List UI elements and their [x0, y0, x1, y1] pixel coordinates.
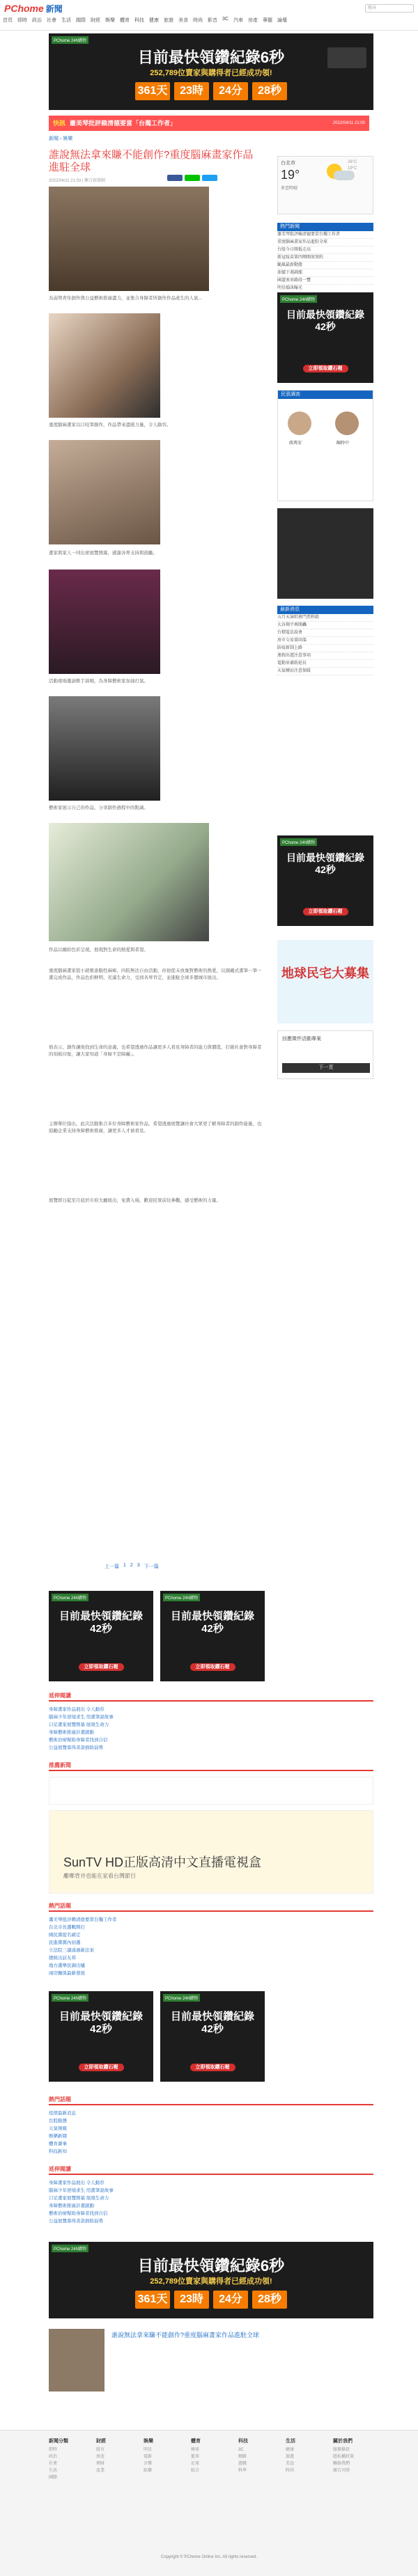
nav-item[interactable]: 財經	[91, 18, 100, 23]
article-photo-2	[49, 313, 160, 418]
ad-title: 目前最快領鑽紀錄42秒	[170, 1610, 254, 1635]
countdown-box: 24分	[213, 82, 248, 100]
sidebar-latest-item[interactable]: 台積電法說會	[277, 629, 373, 637]
sidebar-ad-3[interactable]	[277, 835, 373, 926]
related-list	[49, 1706, 373, 1752]
nav-item[interactable]: 娛樂	[105, 18, 115, 23]
footer-column-title: 關於我們	[333, 2439, 353, 2444]
recommend-title: 推薦新聞	[49, 1761, 373, 1771]
sidebar-hot-item[interactable]: 颱風最新動態	[277, 262, 373, 269]
article-paragraph-4: 展覽即日起至月底於市府大廳展出，免費入場，歡迎民眾前往參觀，感受藝術的力量。	[49, 1198, 221, 1203]
line-icon[interactable]	[185, 175, 200, 181]
ad-tag: PChome 24h購物	[280, 295, 317, 303]
ad-title: 目前最快領鑽紀錄42秒	[59, 2011, 143, 2035]
weather-range: 26°C 19°C	[348, 160, 357, 171]
article-pager	[104, 1563, 159, 1570]
article-photo-4	[49, 570, 160, 674]
ad-title: 目前最快領鑽紀錄6秒	[137, 49, 285, 66]
ad-cta-label: 立即領取鑽石喔	[79, 2064, 124, 2071]
poll-widget[interactable]	[277, 390, 373, 501]
breaking-ticker[interactable]	[49, 116, 279, 131]
pager-link[interactable]: 下一篇	[144, 1564, 159, 1569]
more-list	[49, 1916, 373, 1977]
nav-item[interactable]: 即時	[17, 18, 27, 23]
site-footer	[0, 2430, 418, 2576]
ad-cta[interactable]	[160, 1663, 265, 1670]
search-input[interactable]: 搜尋	[365, 4, 414, 13]
ad-tag: PChome 24h購物	[52, 1994, 88, 2002]
more-item[interactable]: 總統出訪友邦	[49, 1956, 76, 1961]
nav-item[interactable]: 汽車	[233, 18, 243, 23]
countdown-box: 28秒	[252, 82, 287, 100]
pager-link[interactable]: 上一篇	[104, 1564, 119, 1569]
ad-cta[interactable]	[277, 908, 373, 915]
nav-item[interactable]: 首頁	[3, 18, 13, 23]
ad-tag: PChome 24h購物	[163, 1994, 200, 2002]
video-ad-sub: 離鄉背井也能在家看台灣節目	[63, 1873, 136, 1879]
nav-item[interactable]: 論壇	[277, 18, 287, 23]
sidebar-hot-item[interactable]: 國道塞車路段一覽	[277, 277, 373, 285]
footer-link[interactable]: 科學	[238, 2469, 247, 2473]
footer-link[interactable]: 棒球	[191, 2448, 200, 2452]
footer-link[interactable]: 遊戲	[238, 2462, 247, 2466]
footer-link[interactable]: 聯絡我們	[333, 2462, 350, 2466]
poll-name: 蔣萬安	[289, 441, 302, 446]
article-photo-1	[49, 187, 209, 291]
countdown-box: 23時	[174, 82, 209, 100]
photo-caption-5: 藝術家展示自己的作品，分享創作過程中的點滴。	[49, 806, 148, 810]
sidebar-latest-item[interactable]: 五月天演唱會門票秒殺	[277, 614, 373, 622]
related-item[interactable]: 口足畫家展覽開幕 展現生命力	[49, 2196, 109, 2201]
sidebar-hot-item[interactable]: 台股今日開低走高	[277, 246, 373, 254]
breadcrumb-section[interactable]: 娛樂	[63, 136, 73, 141]
footer-link[interactable]: 產業	[96, 2469, 105, 2473]
footer-column-title: 科技	[238, 2439, 248, 2444]
topics-title: 熱門話題	[49, 2096, 373, 2105]
sidebar-latest	[277, 606, 373, 675]
footer-link[interactable]: 籃球	[191, 2455, 200, 2459]
nav-item[interactable]: 房產	[247, 18, 258, 23]
sidebar-ad-1[interactable]	[277, 292, 373, 383]
footer-link[interactable]: 電影	[144, 2455, 153, 2459]
feature-thumb[interactable]	[49, 2329, 104, 2392]
topic-item[interactable]: 疫情最新消息	[49, 2111, 76, 2116]
promo-sub: 回應徵件活動專案	[282, 1037, 321, 1042]
topics-list	[49, 2110, 373, 2155]
footer-column-title: 體育	[191, 2439, 201, 2444]
more-item[interactable]: 蕭美琴批評賴清德要當台獨工作者	[49, 1917, 117, 1922]
poll-name: 陳時中	[336, 441, 350, 446]
ad-cta-label: 立即領取鑽石喔	[190, 2064, 235, 2071]
facebook-icon[interactable]	[167, 175, 183, 181]
ad-title: 目前最快領鑽紀錄42秒	[286, 309, 364, 332]
nav-item[interactable]: 美食	[178, 18, 188, 23]
bottom-ad-2[interactable]	[160, 1591, 265, 1681]
sidebar-latest-list	[277, 614, 373, 675]
nav-item[interactable]: 3C	[222, 17, 229, 22]
article-paragraph-1: 重度腦麻畫家從小就罹患腦性麻痺，四肢無法自由活動，但他從未放棄對藝術的熱愛，以頭戴式畫筆一筆一畫完成作品，作品色彩鮮明、充滿生命力，受到各界肯定，並進駐全球多個城市展出。	[49, 968, 262, 980]
related-title: 延伸閱讀	[49, 1692, 373, 1702]
photo-caption-1: 為弱勢青年創作與公益藝術推廣盡力，並集合身障者所創作作品產生的人氣...	[49, 296, 202, 301]
ad-cta[interactable]	[49, 1663, 153, 1670]
ad-title: 目前最快領鑽紀錄6秒	[137, 2257, 285, 2275]
related-item[interactable]: 口足畫家展覽開幕 展現生命力	[49, 1722, 109, 1727]
video-ad-title: SunTV HD正版高清中文直播電視盒	[63, 1855, 262, 1869]
ad-cta-label: 立即領取鑽石喔	[303, 908, 348, 916]
article-paragraph-3: 主辦單位指出，此次活動集合多位身障藝術家作品，希望透過展覽讓社會大眾更了解身障者的創作能量，也鼓勵企業支持身障藝術推廣，讓更多人才被看見。	[49, 1122, 262, 1133]
more-item[interactable]: 地方選舉民調出爐	[49, 1963, 85, 1968]
ad-tag: PChome 24h購物	[280, 838, 317, 846]
related-item[interactable]: 身障畫家作品展出 令人動容	[49, 1707, 104, 1712]
weather-desc: 多雲時晴	[281, 187, 298, 191]
ad-tag: PChome 24h購物	[52, 36, 88, 44]
article-paragraph-2: 他表示，創作讓他找到生命的意義，也希望透過作品讓更多人看見身障者的能力與價值，打破社會對身障者的刻板印象，讓大家知道「身障不是障礙」。	[49, 1045, 262, 1057]
promo-form	[277, 1030, 373, 1079]
footer-link[interactable]: 美食	[286, 2462, 295, 2466]
pager-link[interactable]: 1	[123, 1563, 126, 1568]
poll-title: 民意調查	[278, 391, 373, 399]
twitter-icon[interactable]	[202, 175, 217, 181]
sidebar-hot-title: 熱門新聞	[277, 223, 373, 231]
ad-title: 目前最快領鑽紀錄42秒	[170, 2011, 254, 2035]
top-ad-banner[interactable]	[49, 33, 373, 110]
nav-item[interactable]: 旅遊	[164, 18, 173, 23]
photo-caption-2: 重度腦麻畫家以口咬筆創作，作品帶來溫暖力量，令人動容。	[49, 423, 171, 427]
footer-link[interactable]: 網路	[238, 2455, 247, 2459]
footer-link[interactable]: 理財	[96, 2462, 105, 2466]
ad-cta[interactable]	[277, 365, 373, 372]
ticker-text: 蕭美琴批評賴清德要當「台獨工作者」	[70, 120, 177, 127]
footer-link[interactable]: 明星	[144, 2448, 153, 2452]
nav-item[interactable]: 影音	[208, 18, 217, 23]
photo-caption-3: 畫家與家人一同出席展覽開幕，感謝各界支持與鼓勵。	[49, 551, 157, 556]
top-header	[0, 0, 418, 31]
sidebar-hot-item[interactable]: 新冠疫苗第四劑開放預約	[277, 254, 373, 262]
related-item[interactable]: 公益展覽募得善款捐助弱勢	[49, 2219, 103, 2224]
photo-caption-4: 活動現場邀請歌手演唱，為身障藝術家加油打氣。	[49, 679, 148, 684]
more-item[interactable]: 國民黨提名確定	[49, 1933, 81, 1938]
countdown-box: 361天	[135, 2291, 170, 2309]
promo-next-button[interactable]: 下一頁	[282, 1063, 370, 1073]
sidebar-hot-item[interactable]: 蕭美琴批評賴清德要當台獨工作者	[277, 231, 373, 239]
video-ad[interactable]	[49, 1810, 373, 1894]
footer-link[interactable]: 旅遊	[286, 2455, 295, 2459]
share-buttons	[167, 175, 217, 181]
footer-column-title: 新聞分類	[49, 2439, 68, 2444]
ticker-tag: 快訊	[53, 120, 66, 127]
sidebar-latest-item[interactable]: 大谷翔平再開轟	[277, 622, 373, 629]
sidebar-latest-item[interactable]: 天氣轉涼注意保暖	[277, 668, 373, 675]
sidebar-latest-item[interactable]: 房市交易量回溫	[277, 637, 373, 645]
sidebar-latest-item[interactable]: 電動車補助延長	[277, 660, 373, 668]
breadcrumb-home[interactable]: 新聞	[49, 136, 59, 141]
nav-item[interactable]: 體育	[120, 18, 130, 23]
cloud-icon	[334, 171, 355, 180]
ad-cta-label: 立即領取鑽石喔	[190, 1663, 235, 1671]
more-item[interactable]: 兩岸關係最新發展	[49, 1971, 85, 1976]
weather-temp: 19°	[281, 168, 300, 182]
related-item[interactable]: 身障畫家作品展出 令人動容	[49, 2181, 104, 2185]
countdown-box: 23時	[174, 2291, 209, 2309]
related-item[interactable]: 身障藝術推廣計畫啟動	[49, 1730, 94, 1735]
more-title: 熱門話題	[49, 1902, 373, 1912]
related-item[interactable]: 腦麻少年逆境求生 用畫筆說故事	[49, 1715, 114, 1720]
footer-link[interactable]: 服務條款	[333, 2448, 350, 2452]
avatar	[288, 411, 311, 435]
footer-link[interactable]: 音樂	[144, 2462, 153, 2466]
article-meta: 2022/04/11 21:03 | 聯合新聞網	[49, 179, 106, 183]
topic-item[interactable]: 天氣預報	[49, 2126, 67, 2131]
footer-link[interactable]: 政治	[49, 2455, 58, 2459]
footer-link[interactable]: 綜合	[191, 2469, 200, 2473]
footer-link[interactable]: 健康	[286, 2448, 295, 2452]
article-photo-5	[49, 696, 160, 801]
related-item[interactable]: 藝術治療幫助身障者找到自信	[49, 2211, 108, 2216]
ad-subtitle: 252,789位賣家與購得者已經成功領!	[150, 2277, 272, 2286]
related-item[interactable]: 藝術治療幫助身障者找到自信	[49, 1738, 108, 1743]
footer-column-title: 財經	[96, 2439, 106, 2444]
nav-item[interactable]: 國際	[76, 18, 86, 23]
pager-link[interactable]: 2	[130, 1563, 133, 1568]
photo-caption-6: 作品以繽紛色彩呈現，展現對生命的熱愛與希望。	[49, 948, 148, 952]
footer-link[interactable]: 足球	[191, 2462, 200, 2466]
footer-link[interactable]: 股市	[96, 2448, 105, 2452]
footer-column	[333, 2437, 389, 2474]
promo-title: 地球民宅大募集	[281, 966, 369, 980]
ad-tag: PChome 24h購物	[52, 2245, 88, 2252]
nav-item[interactable]: 時尚	[193, 18, 203, 23]
related-item[interactable]: 身障藝術推廣計畫啟動	[49, 2204, 94, 2208]
ad-cta-label: 立即領取鑽石喔	[303, 365, 348, 372]
logo-text: PChome	[4, 3, 44, 14]
footer-link[interactable]: 國際	[49, 2476, 58, 2480]
ad-tag: PChome 24h購物	[52, 1594, 88, 1601]
ad-cta[interactable]	[160, 2064, 265, 2071]
sidebar-latest-item[interactable]: 防疫新制上路	[277, 645, 373, 652]
related-title-2: 延伸閱讀	[49, 2165, 373, 2175]
pager-link[interactable]: 3	[137, 1563, 140, 1568]
ad-title: 目前最快領鑽紀錄42秒	[286, 852, 364, 875]
topic-item[interactable]: 體育賽事	[49, 2142, 67, 2146]
sidebar-latest-item[interactable]: 連假出遊注意事項	[277, 652, 373, 660]
countdown-box: 24分	[213, 2291, 248, 2309]
weather-widget[interactable]	[277, 156, 373, 214]
footer-link[interactable]: 隱私權政策	[333, 2455, 355, 2459]
ad-cta[interactable]	[49, 2064, 153, 2071]
sidebar-hot-list	[277, 231, 373, 292]
logo-sub: 新聞	[45, 4, 63, 14]
nav-item[interactable]: 社會	[47, 18, 56, 23]
ad-cta-label: 立即領取鑽石喔	[79, 1663, 124, 1671]
nav-item[interactable]: 政治	[32, 18, 42, 23]
nav-item[interactable]: 健康	[149, 18, 159, 23]
more-item[interactable]: 台北市長選戰開打	[49, 1925, 85, 1930]
footer-link[interactable]: 時尚	[286, 2469, 295, 2473]
countdown-boxes	[49, 2291, 373, 2309]
footer-column-title: 生活	[286, 2439, 295, 2444]
nav-item[interactable]: 科技	[134, 18, 144, 23]
nav-item[interactable]: 生活	[61, 18, 71, 23]
ticker-time: 2022/04/11 21:00	[279, 116, 369, 131]
more-item[interactable]: 立法院三讀通過新法案	[49, 1948, 94, 1953]
copyright: Copyright © PChome Online Inc. All rights reserved.	[160, 2555, 258, 2559]
main-nav	[3, 17, 415, 26]
more-item[interactable]: 民進黨黨內初選	[49, 1940, 81, 1945]
countdown-boxes	[49, 82, 373, 100]
bottom-ad-4[interactable]	[160, 1991, 265, 2082]
sidebar-hot	[277, 223, 373, 292]
related-item[interactable]: 公益展覽募得善款捐助弱勢	[49, 1745, 103, 1750]
sidebar-latest-title: 最新消息	[277, 606, 373, 614]
breadcrumb: 新聞 › 娛樂	[49, 136, 73, 141]
device-image	[327, 47, 366, 68]
footer-link[interactable]: 即時	[49, 2448, 58, 2452]
topic-item[interactable]: 台股動態	[49, 2119, 67, 2123]
article-photo-6	[49, 823, 209, 941]
footer-link[interactable]: 社會	[49, 2462, 58, 2466]
related-list-2	[49, 2179, 373, 2225]
comment-box[interactable]	[49, 1777, 373, 1805]
footer-link[interactable]: 生活	[49, 2469, 58, 2473]
ad-tag: PChome 24h購物	[163, 1594, 200, 1601]
countdown-box: 361天	[135, 82, 170, 100]
ad-subtitle: 252,789位賣家與購得者已經成功領!	[150, 69, 272, 77]
sidebar-hot-item[interactable]: 明星婚訊曝光	[277, 285, 373, 292]
sidebar-ad-2[interactable]	[277, 508, 373, 599]
footer-link[interactable]: 房產	[96, 2455, 105, 2459]
footer-link[interactable]: 廣告刊登	[333, 2469, 350, 2473]
article-title: 誰說無法拿來賺不能創作?重度腦麻畫家作品進駐全球	[49, 149, 254, 173]
topic-item[interactable]: 科技新知	[49, 2149, 67, 2154]
site-logo[interactable]	[4, 3, 63, 15]
footer-link[interactable]: 綜藝	[144, 2469, 153, 2473]
footer-link[interactable]: 3C	[238, 2448, 244, 2452]
sidebar-hot-item[interactable]: 重度腦麻畫家作品進駐全球	[277, 239, 373, 246]
bottom-ad-3[interactable]	[49, 1991, 153, 2082]
ad-title: 目前最快領鑽紀錄42秒	[59, 1610, 143, 1635]
promo-widget[interactable]	[277, 940, 373, 1023]
article-photo-3	[49, 440, 160, 544]
bottom-wide-ad[interactable]	[49, 2242, 373, 2318]
footer-column-title: 娛樂	[144, 2439, 153, 2444]
nav-item[interactable]: 專題	[262, 18, 272, 23]
sidebar-hot-item[interactable]: 油價下週調漲	[277, 269, 373, 277]
related-item[interactable]: 腦麻少年逆境求生 用畫筆說故事	[49, 2188, 114, 2193]
avatar	[335, 411, 359, 435]
topic-item[interactable]: 娛樂新聞	[49, 2134, 67, 2139]
bottom-ad-1[interactable]	[49, 1591, 153, 1681]
weather-city: 台北市	[281, 161, 295, 166]
countdown-box: 28秒	[252, 2291, 287, 2309]
feature-title[interactable]: 誰說無法拿來賺不能創作?重度腦麻畫家作品進駐全球	[111, 2332, 260, 2339]
